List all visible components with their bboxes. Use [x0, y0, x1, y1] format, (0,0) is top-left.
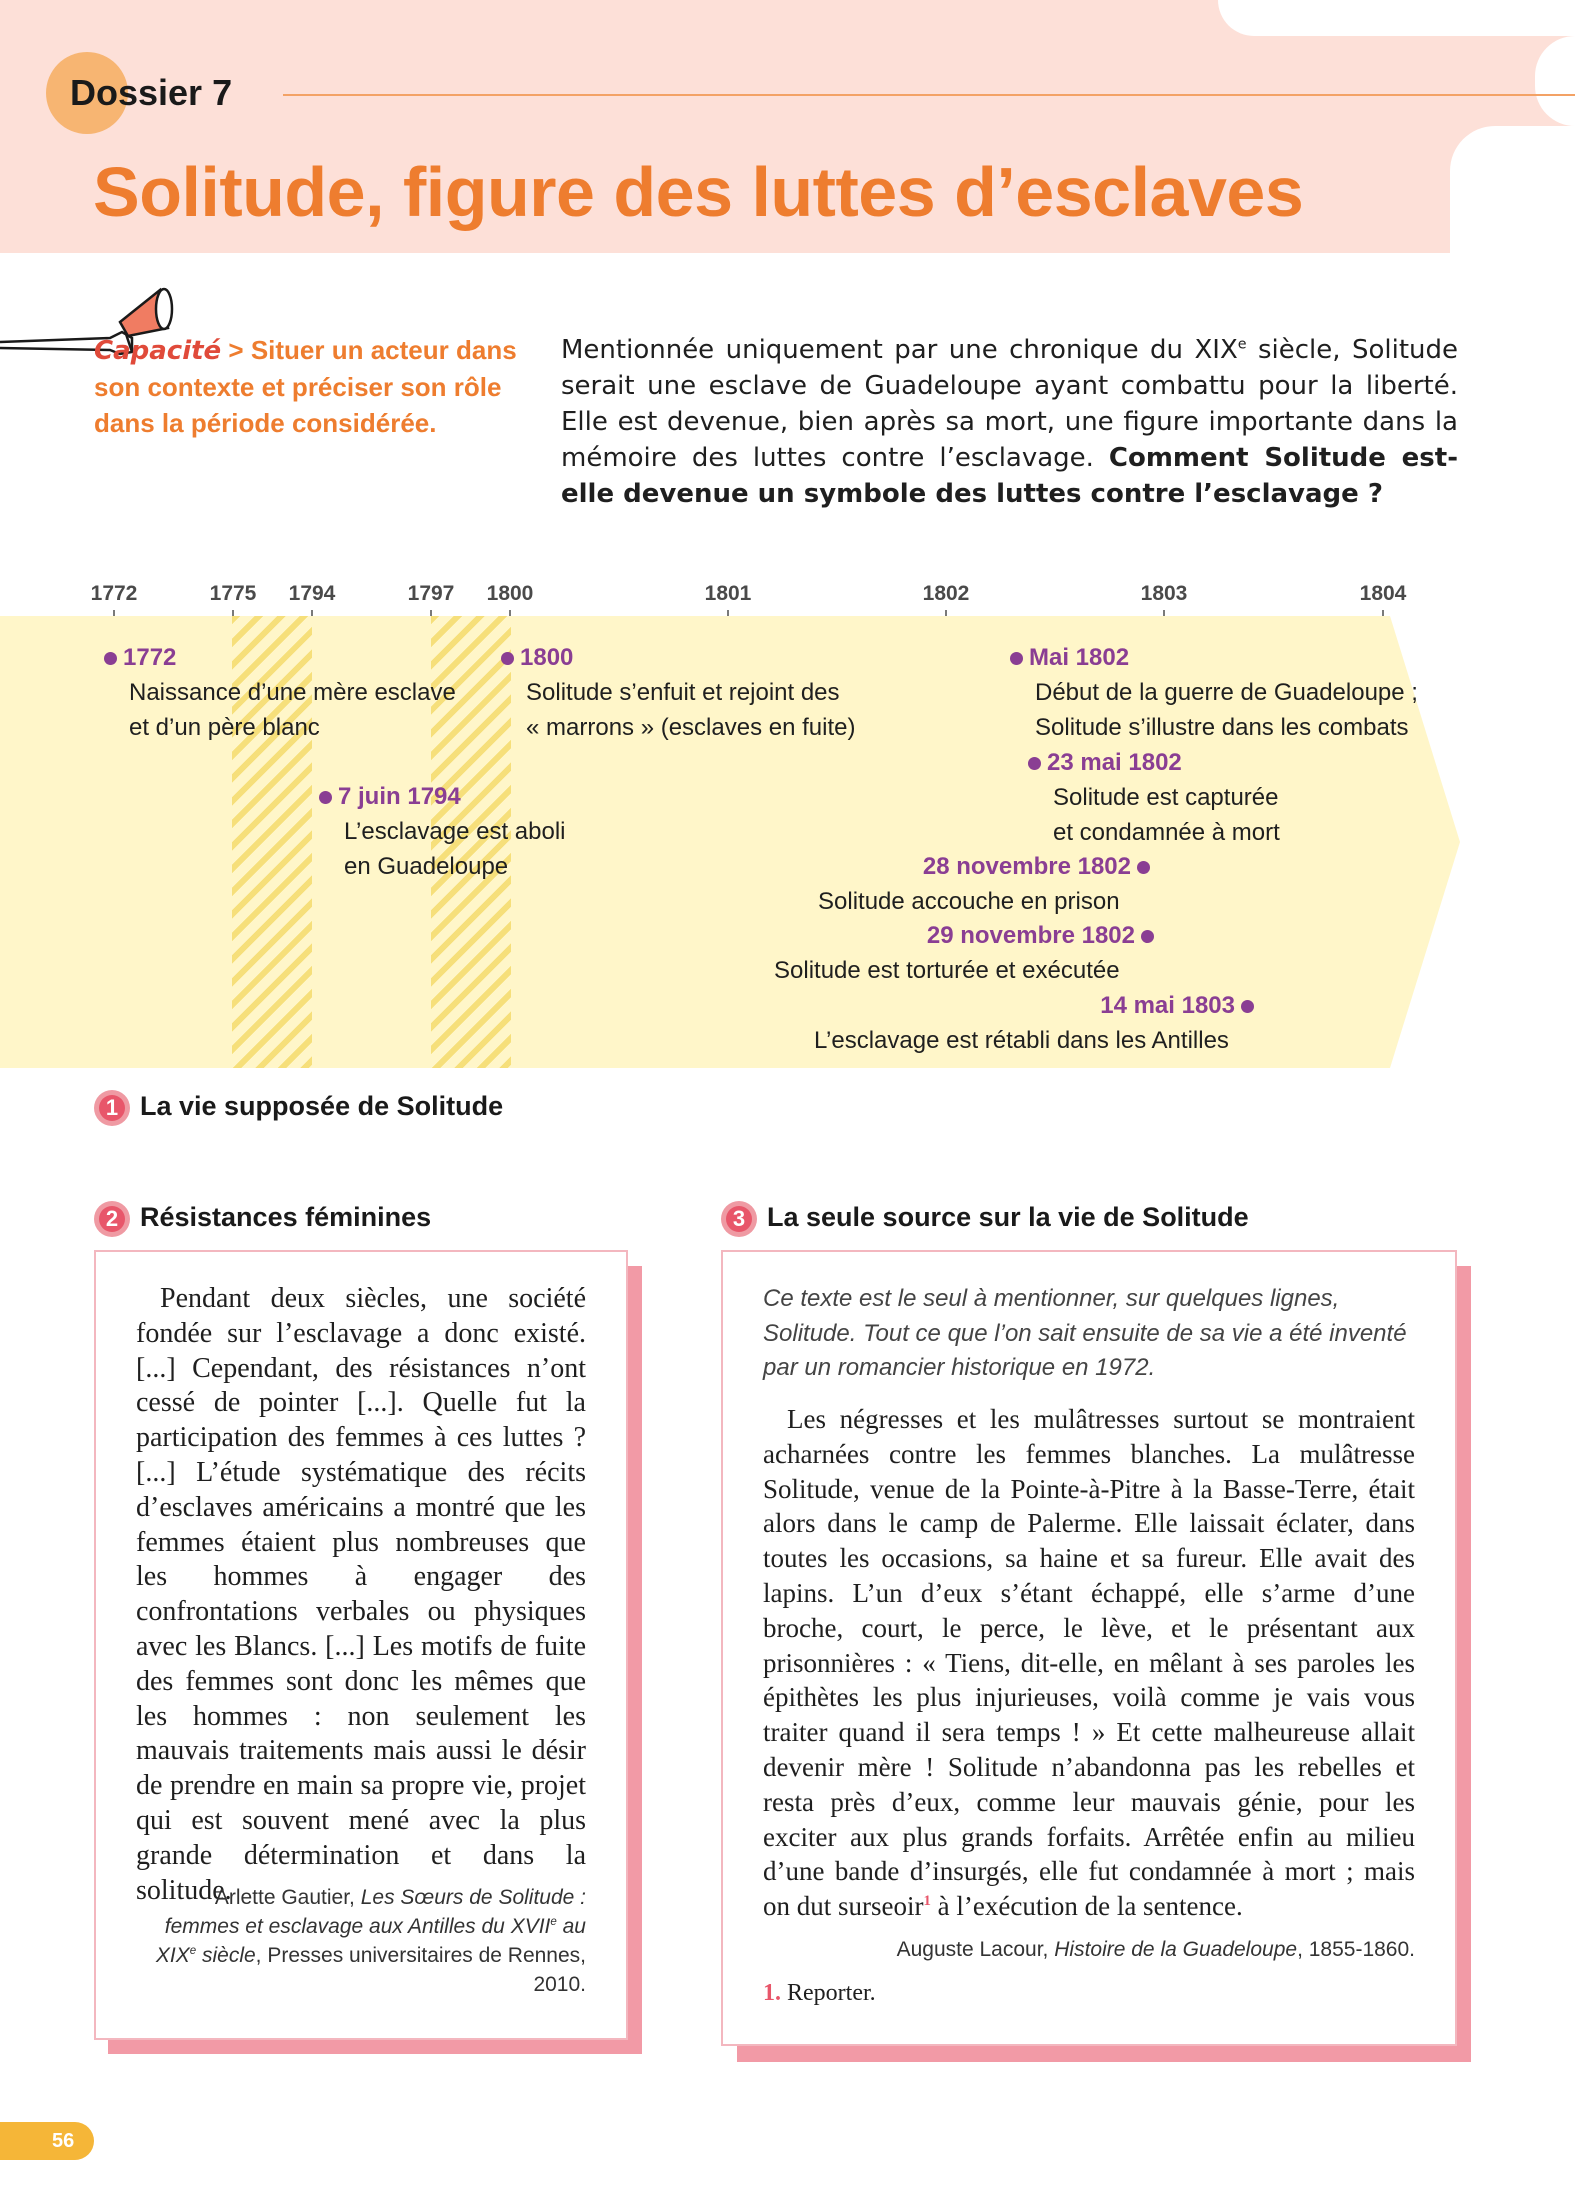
event-text: L’esclavage est rétabli dans les Antilles — [814, 1027, 1229, 1054]
timeline-year: 1800 — [486, 582, 534, 605]
source-title: siècle — [196, 1944, 256, 1967]
event-date: 1772 — [123, 644, 177, 671]
section-heading-3 — [721, 1201, 1249, 1237]
section-number-badge — [94, 1090, 130, 1126]
event-text: en Guadeloupe — [344, 853, 509, 880]
event-text: et condamnée à mort — [1053, 819, 1280, 846]
timeline-event — [774, 918, 1154, 984]
event-text: Solitude s’illustre dans les combats — [1035, 714, 1409, 741]
footnote-number: 1. — [763, 1980, 781, 2006]
event-date: 7 juin 1794 — [338, 783, 461, 810]
capacite-arrow: > — [228, 335, 244, 365]
doc3-source — [763, 1935, 1415, 1964]
header-notch — [1450, 126, 1575, 253]
event-text: L’esclavage est aboli — [344, 818, 566, 845]
capacite-word: Capacité — [94, 336, 222, 366]
source-date: , 1855-1860. — [1297, 1938, 1415, 1961]
timeline-event — [814, 988, 1254, 1054]
event-dot — [319, 791, 332, 804]
timeline-event — [1010, 640, 1418, 745]
timeline-year: 1803 — [1140, 582, 1188, 605]
source-publisher: , Presses universitaires de Rennes, 2010. — [255, 1944, 586, 1996]
event-date: 1800 — [520, 644, 574, 671]
section-number: 1 — [99, 1095, 125, 1121]
doc3-body: Les négresses et les mulâtresses surtout se montraient acharnées contre les femmes blanches. La mulâtresse Solitude, venue de la Pointe-à-Pitre à la Basse-Terre, était alors dans le camp de Palerme. Elle laissait éclater, dans toutes les occasions, sa haine et sa fureur. Elle avait des lapins. L’un d’eux s’étant échappé, elle s’arme d’une broche, court, le perce, le lève, et le présentant aux prisonnières : « Tiens, dit-elle, en mêlant à ses paroles les épithètes les plus injurieuses, voilà comme je vais vous traiter quand il sera temps ! » Et cette malheureuse allait devenir mère ! Solitude n’abandonna pas les rebelles et resta près d’eux, comme leur mauvais génie, pour les exciter aux plus grands forfaits. Arrêtée enfin au milieu d’une bande d’insurgés, elle fut condamnée à mort ; mais on dut surseoir — [763, 1404, 1415, 1922]
event-dot — [1010, 652, 1023, 665]
timeline-event — [319, 779, 565, 884]
event-dot — [1137, 861, 1150, 874]
footnote-mark: 1 — [923, 1893, 931, 1910]
event-text: Naissance d’une mère esclave — [129, 679, 456, 706]
capacite-text: Situer un acteur dans son contexte et préciser son rôle dans la période considérée. — [94, 335, 517, 438]
source-author: Auguste Lacour, — [896, 1938, 1055, 1961]
event-date: 23 mai 1802 — [1047, 749, 1182, 776]
source-title: Les Sœurs de Solitude : femmes et esclavage aux Antilles du XVII — [164, 1886, 586, 1938]
event-text: Solitude accouche en prison — [818, 888, 1120, 915]
timeline-year: 1801 — [704, 582, 752, 605]
intro-text: Mentionnée uniquement par une chronique du XIX — [561, 335, 1238, 365]
event-dot — [501, 652, 514, 665]
timeline-event — [104, 640, 456, 745]
source-title: au XIX — [155, 1915, 586, 1967]
timeline-event — [780, 849, 1150, 915]
section-heading-2 — [94, 1201, 431, 1237]
capacite-block — [94, 332, 524, 441]
section-number-badge — [94, 1201, 130, 1237]
doc3-footnote — [763, 1980, 1415, 2007]
header-rule — [283, 94, 1575, 96]
intro-sup: e — [1237, 336, 1247, 353]
event-dot — [104, 652, 117, 665]
event-dot — [1028, 757, 1041, 770]
timeline-year: 1802 — [922, 582, 970, 605]
footnote-text: Reporter. — [787, 1980, 876, 2006]
event-text: Début de la guerre de Guadeloupe ; — [1035, 679, 1418, 706]
event-text: Solitude s’enfuit et rejoint des — [526, 679, 840, 706]
event-text: Solitude est torturée et exécutée — [774, 957, 1120, 984]
doc2-source — [136, 1883, 586, 1999]
doc3-text — [763, 1402, 1415, 1924]
intro-text: siècle, Solitude serait une esclave de Guadeloupe ayant combattu pour la liberté. Elle est devenue, bien après sa mort, une figure importante dans la mémoire des luttes contre l’esclavage. — [561, 335, 1458, 473]
doc2-text: Pendant deux siècles, une société fondée sur l’esclavage a donc existé. [...] Cependant, des résistances n’ont cessé de pointer [...]. Quelle fut la participation des femmes à ces luttes ? [...] L’étude systématique des récits d’esclaves américains a montré que les femmes étaient plus nombreuses que les hommes à engager des confrontations verbales ou physiques avec les Blancs. [...] Les motifs de fuite des femmes sont donc les mêmes que les hommes : non seulement les mauvais traitements mais aussi le désir de prendre en main sa propre vie, projet qui est souvent mené avec la plus grande détermination et dans la solitude. — [136, 1283, 586, 1906]
timeline-year: 1797 — [407, 582, 455, 605]
source-author: Arlette Gautier, — [214, 1886, 361, 1909]
page-number: 56 — [0, 2122, 94, 2160]
event-text: « marrons » (esclaves en fuite) — [526, 714, 856, 741]
timeline-event — [1028, 745, 1280, 850]
section-number: 2 — [99, 1206, 125, 1232]
intro-question: Comment Solitude est-elle devenue un symbole des luttes contre l’esclavage ? — [561, 443, 1458, 509]
source-sup: e — [189, 1945, 197, 1957]
timeline-year: 1775 — [209, 582, 257, 605]
dossier-label: Dossier 7 — [70, 72, 233, 113]
source-sup: e — [550, 1916, 557, 1928]
source-title: Histoire de la Guadeloupe — [1054, 1938, 1298, 1961]
section-number: 3 — [726, 1206, 752, 1232]
event-date: 29 novembre 1802 — [926, 922, 1135, 949]
section-heading-1 — [94, 1090, 503, 1126]
timeline-event — [501, 640, 855, 745]
event-date: Mai 1802 — [1029, 644, 1130, 671]
timeline-year: 1804 — [1359, 582, 1407, 605]
event-dot — [1141, 930, 1154, 943]
doc3-intro: Ce texte est le seul à mentionner, sur quelques lignes, Solitude. Tout ce que l’on sait ensuite de sa vie a été inventé par un romancier historique en 1972. — [763, 1285, 1407, 1381]
page-title: Solitude, figure des luttes d’esclaves — [93, 153, 1304, 231]
timeline-year: 1794 — [288, 582, 336, 605]
section-title: La seule source sur la vie de Solitude — [767, 1202, 1249, 1233]
section-title: La vie supposée de Solitude — [140, 1091, 504, 1122]
header-notch — [1218, 0, 1575, 36]
event-dot — [1241, 1000, 1254, 1013]
section-title: Résistances féminines — [140, 1202, 432, 1233]
event-text: et d’un père blanc — [129, 714, 320, 741]
intro-paragraph — [561, 332, 1458, 512]
event-date: 14 mai 1803 — [1100, 992, 1235, 1019]
event-text: Solitude est capturée — [1053, 784, 1279, 811]
timeline-year: 1772 — [90, 582, 138, 605]
doc3-body: à l’exécution de la sentence. — [930, 1891, 1243, 1922]
section-number-badge — [721, 1201, 757, 1237]
event-date: 28 novembre 1802 — [922, 853, 1131, 880]
